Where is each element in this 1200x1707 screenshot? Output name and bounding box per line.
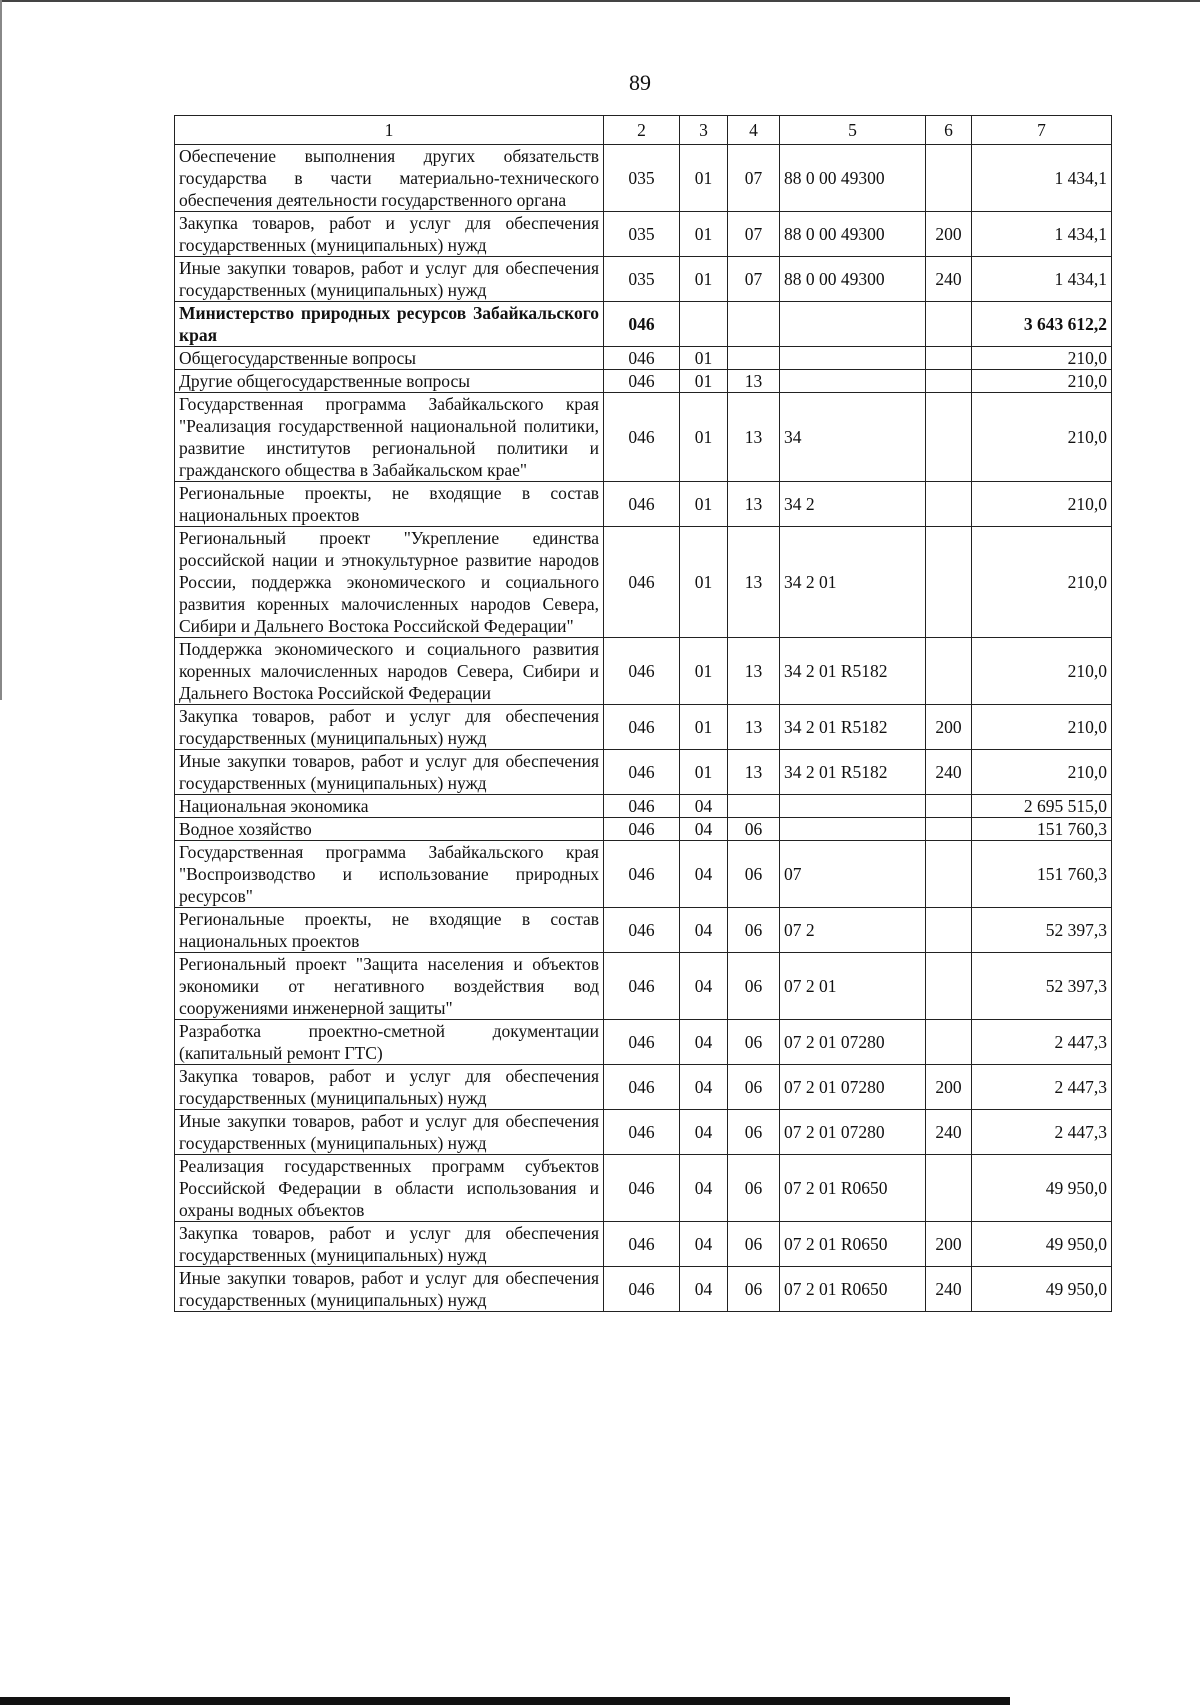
row-target-article: 34 2 01 [780,527,926,638]
row-subsection-code: 13 [728,370,780,393]
row-amount: 151 760,3 [972,841,1112,908]
row-expense-type [926,1155,972,1222]
row-expense-type [926,145,972,212]
row-amount: 210,0 [972,393,1112,482]
row-name: Общегосударственные вопросы [175,347,604,370]
row-target-article: 07 2 01 [780,953,926,1020]
row-amount: 210,0 [972,482,1112,527]
row-expense-type [926,1020,972,1065]
row-target-article: 07 2 01 07280 [780,1020,926,1065]
row-amount: 49 950,0 [972,1155,1112,1222]
row-grbs-code: 046 [604,527,680,638]
row-amount: 52 397,3 [972,908,1112,953]
row-subsection-code [728,795,780,818]
row-target-article: 07 2 01 07280 [780,1110,926,1155]
row-subsection-code: 13 [728,705,780,750]
table-row [175,908,1112,953]
row-section-code: 01 [680,482,728,527]
row-target-article: 34 2 01 R5182 [780,705,926,750]
table-header-row [175,116,1112,145]
row-expense-type [926,482,972,527]
page-number: 89 [629,70,651,95]
row-name: Поддержка экономического и социального развития коренных малочисленных народов Севера, Сибири и Дальнего Востока Российской Федерации [175,638,604,705]
row-subsection-code: 06 [728,1020,780,1065]
table-row [175,302,1112,347]
header-col-1: 1 [175,116,604,145]
row-section-code: 04 [680,1065,728,1110]
row-section-code: 01 [680,393,728,482]
row-grbs-code: 046 [604,393,680,482]
budget-table [174,115,1112,1312]
row-section-code: 04 [680,953,728,1020]
row-target-article: 07 [780,841,926,908]
row-name: Иные закупки товаров, работ и услуг для обеспечения государственных (муниципальных) нужд [175,1110,604,1155]
row-expense-type [926,393,972,482]
row-expense-type: 240 [926,750,972,795]
row-subsection-code: 06 [728,1222,780,1267]
row-grbs-code: 046 [604,841,680,908]
row-target-article [780,818,926,841]
row-section-code: 04 [680,1020,728,1065]
row-subsection-code: 06 [728,818,780,841]
row-expense-type: 200 [926,212,972,257]
row-grbs-code: 046 [604,1267,680,1312]
row-subsection-code: 06 [728,1065,780,1110]
row-grbs-code: 046 [604,1110,680,1155]
row-section-code: 01 [680,370,728,393]
table-row [175,1155,1112,1222]
row-grbs-code: 046 [604,795,680,818]
table-row [175,393,1112,482]
row-name: Водное хозяйство [175,818,604,841]
row-expense-type [926,527,972,638]
row-amount: 2 695 515,0 [972,795,1112,818]
row-name: Закупка товаров, работ и услуг для обеспечения государственных (муниципальных) нужд [175,1065,604,1110]
row-subsection-code: 06 [728,908,780,953]
row-section-code [680,302,728,347]
scan-edge-left [0,0,2,700]
row-section-code: 04 [680,1222,728,1267]
row-grbs-code: 046 [604,908,680,953]
row-amount: 1 434,1 [972,212,1112,257]
row-section-code: 01 [680,527,728,638]
row-name: Разработка проектно-сметной документации (капитальный ремонт ГТС) [175,1020,604,1065]
row-amount: 1 434,1 [972,145,1112,212]
row-name: Иные закупки товаров, работ и услуг для обеспечения государственных (муниципальных) нужд [175,257,604,302]
row-expense-type: 240 [926,1110,972,1155]
row-section-code: 04 [680,1110,728,1155]
row-subsection-code: 06 [728,841,780,908]
row-expense-type: 200 [926,1065,972,1110]
row-grbs-code: 046 [604,953,680,1020]
table-row [175,1020,1112,1065]
row-grbs-code: 046 [604,818,680,841]
header-col-3: 3 [680,116,728,145]
row-target-article: 07 2 01 R0650 [780,1222,926,1267]
row-section-code: 01 [680,750,728,795]
row-target-article: 07 2 [780,908,926,953]
row-amount: 210,0 [972,750,1112,795]
row-subsection-code: 13 [728,638,780,705]
row-target-article: 07 2 01 R0650 [780,1155,926,1222]
table-row [175,257,1112,302]
row-amount: 2 447,3 [972,1065,1112,1110]
row-expense-type: 200 [926,1222,972,1267]
row-section-code: 04 [680,1155,728,1222]
table-row [175,953,1112,1020]
row-subsection-code: 13 [728,393,780,482]
row-grbs-code: 046 [604,750,680,795]
row-name: Региональный проект "Укрепление единства российской нации и этнокультурное развитие народов России, поддержка экономического и социального развития коренных малочисленных народов Севера, Сибири и Дальнего Востока Российской Федерации" [175,527,604,638]
row-expense-type [926,908,972,953]
row-amount: 49 950,0 [972,1267,1112,1312]
row-grbs-code: 046 [604,1020,680,1065]
row-target-article [780,795,926,818]
row-grbs-code: 046 [604,347,680,370]
row-subsection-code: 13 [728,527,780,638]
table-row [175,841,1112,908]
table-row [175,1267,1112,1312]
row-subsection-code: 13 [728,750,780,795]
row-subsection-code [728,302,780,347]
header-col-7: 7 [972,116,1112,145]
row-expense-type [926,795,972,818]
row-subsection-code [728,347,780,370]
row-target-article: 88 0 00 49300 [780,212,926,257]
row-amount: 210,0 [972,527,1112,638]
row-grbs-code: 046 [604,638,680,705]
row-target-article: 07 2 01 07280 [780,1065,926,1110]
row-subsection-code: 07 [728,145,780,212]
row-amount: 151 760,3 [972,818,1112,841]
row-amount: 210,0 [972,370,1112,393]
row-subsection-code: 07 [728,212,780,257]
row-grbs-code: 046 [604,1065,680,1110]
row-expense-type [926,370,972,393]
row-grbs-code: 035 [604,257,680,302]
row-amount: 210,0 [972,638,1112,705]
row-target-article [780,302,926,347]
row-amount: 210,0 [972,347,1112,370]
row-expense-type [926,818,972,841]
row-section-code: 01 [680,145,728,212]
row-target-article: 88 0 00 49300 [780,145,926,212]
row-name: Обеспечение выполнения других обязательств государства в части материально-технического обеспечения деятельности государственного органа [175,145,604,212]
row-name: Другие общегосударственные вопросы [175,370,604,393]
row-target-article: 07 2 01 R0650 [780,1267,926,1312]
row-name: Региональные проекты, не входящие в состав национальных проектов [175,482,604,527]
row-amount: 49 950,0 [972,1222,1112,1267]
row-name: Региональный проект "Защита населения и объектов экономики от негативного воздействия вод сооружениями инженерной защиты" [175,953,604,1020]
row-grbs-code: 046 [604,1222,680,1267]
row-target-article [780,347,926,370]
row-name: Закупка товаров, работ и услуг для обеспечения государственных (муниципальных) нужд [175,1222,604,1267]
table-row [175,1222,1112,1267]
row-subsection-code: 06 [728,1155,780,1222]
row-target-article [780,370,926,393]
table-row [175,145,1112,212]
row-section-code: 01 [680,212,728,257]
row-section-code: 01 [680,257,728,302]
row-section-code: 04 [680,795,728,818]
table-row [175,347,1112,370]
header-col-6: 6 [926,116,972,145]
row-grbs-code: 046 [604,705,680,750]
row-amount: 210,0 [972,705,1112,750]
header-col-4: 4 [728,116,780,145]
row-section-code: 01 [680,347,728,370]
row-expense-type: 240 [926,257,972,302]
row-subsection-code: 13 [728,482,780,527]
row-section-code: 04 [680,1267,728,1312]
row-amount: 1 434,1 [972,257,1112,302]
row-amount: 2 447,3 [972,1020,1112,1065]
scan-edge-bottom [0,1697,1010,1705]
table-row [175,1065,1112,1110]
table-row [175,212,1112,257]
row-name: Иные закупки товаров, работ и услуг для обеспечения государственных (муниципальных) нужд [175,750,604,795]
row-amount: 52 397,3 [972,953,1112,1020]
row-name: Закупка товаров, работ и услуг для обеспечения государственных (муниципальных) нужд [175,212,604,257]
row-expense-type: 240 [926,1267,972,1312]
row-name: Реализация государственных программ субъектов Российской Федерации в области использования и охраны водных объектов [175,1155,604,1222]
table-row [175,482,1112,527]
row-amount: 2 447,3 [972,1110,1112,1155]
row-section-code: 04 [680,841,728,908]
row-subsection-code: 06 [728,1267,780,1312]
row-subsection-code: 07 [728,257,780,302]
row-grbs-code: 046 [604,482,680,527]
row-name: Закупка товаров, работ и услуг для обеспечения государственных (муниципальных) нужд [175,705,604,750]
row-grbs-code: 046 [604,302,680,347]
row-section-code: 04 [680,818,728,841]
row-section-code: 01 [680,705,728,750]
table-row [175,705,1112,750]
row-target-article: 34 2 01 R5182 [780,638,926,705]
table-row [175,370,1112,393]
table-body [175,145,1112,1312]
row-expense-type: 200 [926,705,972,750]
row-subsection-code: 06 [728,1110,780,1155]
scan-edge-top [0,0,1200,2]
row-section-code: 01 [680,638,728,705]
table-row [175,638,1112,705]
table-row [175,795,1112,818]
row-subsection-code: 06 [728,953,780,1020]
row-grbs-code: 046 [604,1155,680,1222]
row-target-article: 88 0 00 49300 [780,257,926,302]
header-col-5: 5 [780,116,926,145]
row-target-article: 34 [780,393,926,482]
row-name: Государственная программа Забайкальского края "Реализация государственной национальной политики, развитие институтов региональной политики и гражданского общества в Забайкальском крае" [175,393,604,482]
table-row [175,527,1112,638]
table-row [175,818,1112,841]
row-name: Иные закупки товаров, работ и услуг для обеспечения государственных (муниципальных) нужд [175,1267,604,1312]
row-expense-type [926,638,972,705]
row-grbs-code: 035 [604,212,680,257]
row-name: Региональные проекты, не входящие в состав национальных проектов [175,908,604,953]
table-row [175,1110,1112,1155]
row-target-article: 34 2 01 R5182 [780,750,926,795]
row-name: Национальная экономика [175,795,604,818]
row-expense-type [926,347,972,370]
row-name: Государственная программа Забайкальского края "Воспроизводство и использование природных ресурсов" [175,841,604,908]
row-section-code: 04 [680,908,728,953]
header-col-2: 2 [604,116,680,145]
row-expense-type [926,841,972,908]
row-expense-type [926,302,972,347]
row-name: Министерство природных ресурсов Забайкальского края [175,302,604,347]
row-expense-type [926,953,972,1020]
row-grbs-code: 035 [604,145,680,212]
row-target-article: 34 2 [780,482,926,527]
row-amount: 3 643 612,2 [972,302,1112,347]
table-row [175,750,1112,795]
row-grbs-code: 046 [604,370,680,393]
